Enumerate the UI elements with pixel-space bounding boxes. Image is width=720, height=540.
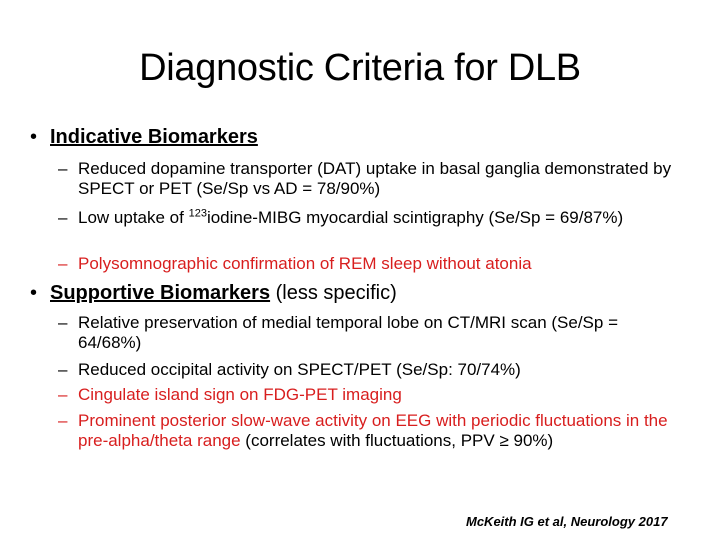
list-item-text-pre: Low uptake of: [78, 208, 189, 227]
list-item-text-post: iodine-MIBG myocardial scintigraphy (Se/Sp = 69/87%): [206, 208, 624, 227]
list-item: [58, 313, 678, 353]
list-item: [58, 254, 678, 274]
indicative-biomarkers-heading: Indicative Biomarkers: [50, 126, 258, 148]
list-item-text-red: Prominent posterior slow-wave activity on EEG with periodic fluctuations in the pre-alpha/theta range: [78, 411, 668, 450]
supportive-biomarkers-heading: Supportive Biomarkers: [50, 282, 271, 304]
list-item-text: Polysomnographic confirmation of REM sleep without atonia: [78, 254, 532, 273]
dash-marker: –: [58, 254, 68, 273]
dash-marker: –: [58, 411, 68, 430]
dash-marker: –: [58, 159, 68, 178]
bullet-marker: •: [30, 282, 38, 304]
supportive-heading-suffix: (less specific): [270, 282, 397, 304]
list-item: [58, 207, 678, 228]
list-item-text-black: (correlates with fluctuations, PPV ≥ 90%): [240, 431, 554, 450]
list-item: [58, 411, 678, 451]
dash-marker: –: [58, 313, 68, 332]
dash-marker: –: [58, 208, 68, 227]
list-item-text: Cingulate island sign on FDG-PET imaging: [78, 385, 402, 404]
section-heading-indicative: [50, 125, 258, 149]
dash-marker: –: [58, 385, 68, 404]
dash-marker: –: [58, 360, 68, 379]
citation: McKeith IG et al, Neurology 2017: [466, 514, 668, 529]
list-item-text: Relative preservation of medial temporal lobe on CT/MRI scan (Se/Sp = 64/68%): [78, 313, 618, 352]
list-item: [58, 159, 678, 199]
list-item-text: Reduced occipital activity on SPECT/PET (Se/Sp: 70/74%): [78, 360, 521, 379]
section-heading-supportive: [50, 281, 397, 305]
slide-title: Diagnostic Criteria for DLB: [139, 47, 581, 89]
bullet-marker: •: [30, 126, 38, 148]
list-item: [58, 360, 678, 380]
list-item: [58, 385, 678, 405]
superscript-123: 123: [188, 207, 207, 220]
list-item-text: Reduced dopamine transporter (DAT) uptake in basal ganglia demonstrated by SPECT or PET (Se/Sp vs AD = 78/90%): [78, 159, 672, 198]
